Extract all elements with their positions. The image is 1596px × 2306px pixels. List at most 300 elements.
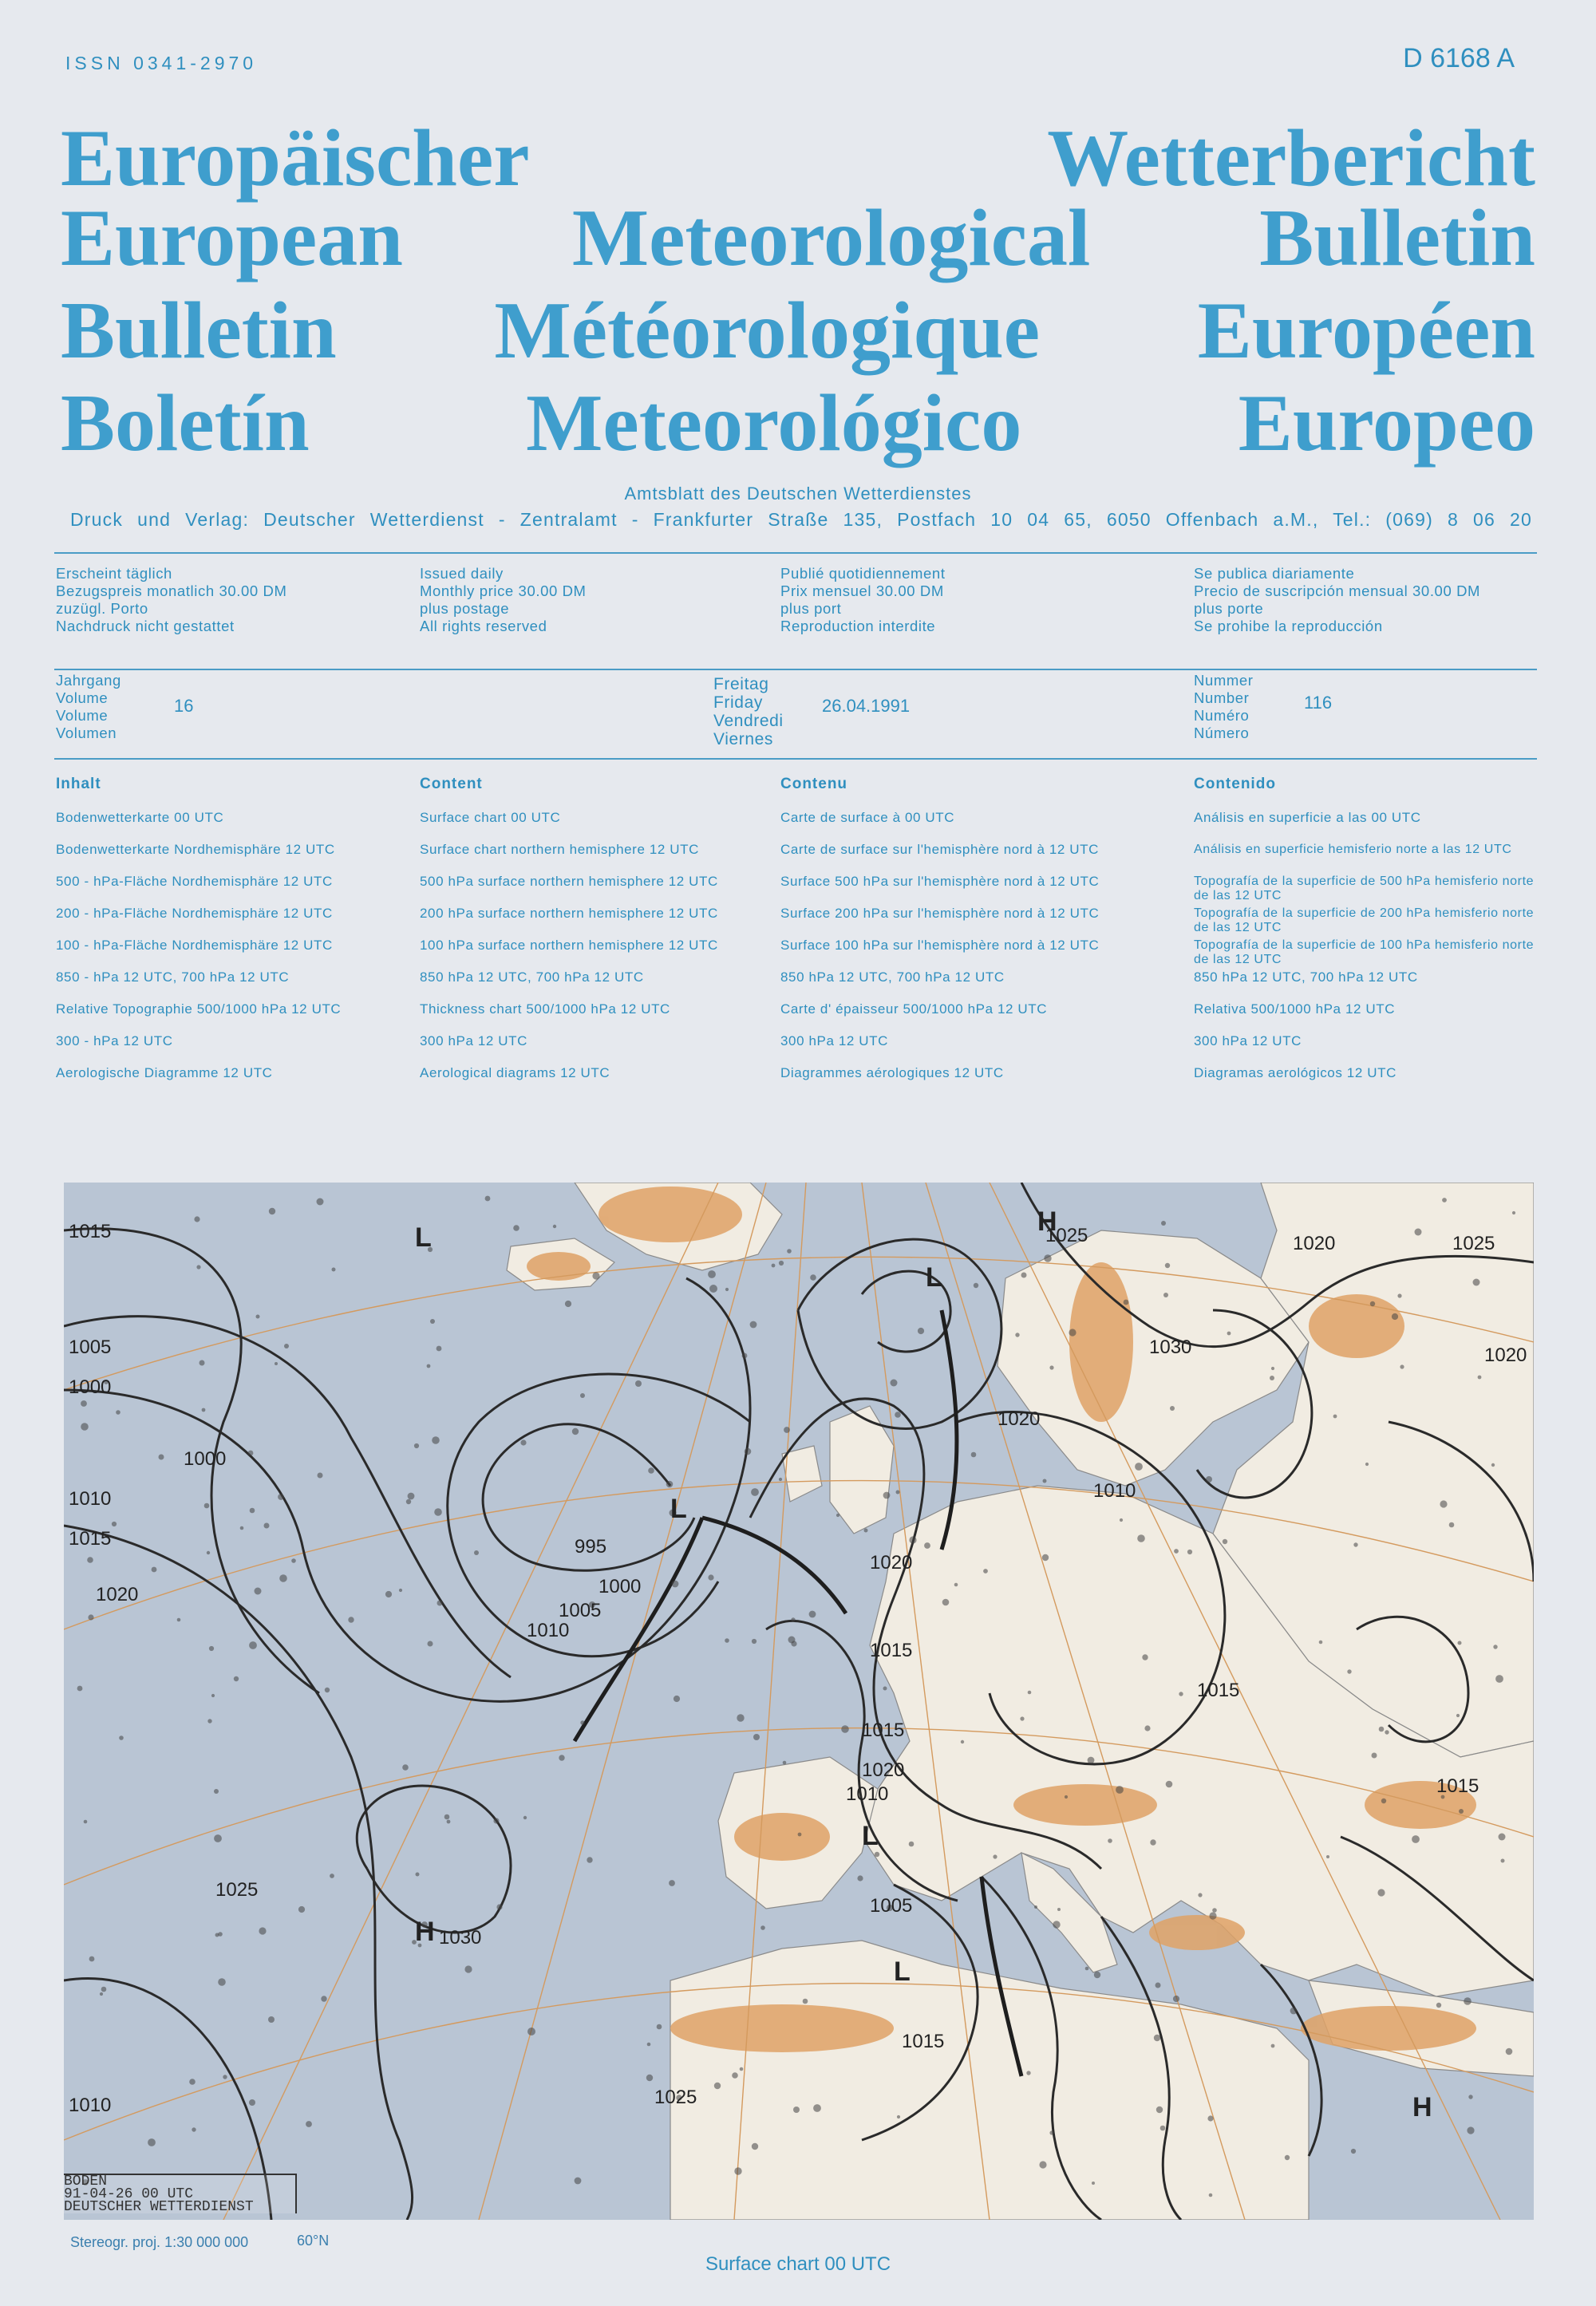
contents-item: Relative Topographie 500/1000 hPa 12 UTC [56,1001,342,1017]
isobar-label: 995 [575,1536,607,1558]
station-marker [408,1493,415,1500]
station-marker [1049,1365,1053,1369]
station-marker [159,1455,164,1460]
station-marker [385,1591,392,1597]
contents-item: 300 hPa 12 UTC [780,1033,889,1048]
station-marker [527,2028,535,2036]
contents-item: 850 hPa 12 UTC, 700 hPa 12 UTC [780,969,1005,985]
station-marker [1156,2107,1163,2113]
station-marker [330,1874,334,1878]
station-marker [841,1725,849,1733]
station-marker [1137,1534,1145,1542]
isobar-label: 1015 [69,1221,112,1242]
station-marker [580,1720,584,1724]
station-marker [1154,2035,1160,2041]
station-marker [259,1927,266,1934]
station-marker [1227,1332,1231,1336]
station-marker [565,1301,571,1307]
station-marker [275,1362,278,1365]
station-marker [572,1428,579,1435]
title-spanish: Boletín Meteorológico Europeo [61,378,1535,468]
station-marker [437,1346,442,1352]
station-marker [918,1328,924,1334]
station-marker [647,2043,651,2047]
station-marker [255,1588,262,1595]
station-marker [112,1522,117,1526]
station-marker [177,1618,181,1622]
station-marker [1319,1641,1323,1645]
contents-item: Diagrammes aérologiques 12 UTC [780,1065,1004,1080]
station-marker [291,1558,296,1563]
station-marker [1464,1997,1472,2005]
station-marker [648,1467,654,1474]
station-marker [1120,1518,1123,1522]
station-marker [791,1641,796,1646]
station-marker [77,1686,83,1692]
station-marker [942,1599,950,1606]
station-marker [1021,1273,1027,1278]
station-marker [742,1353,748,1359]
station-marker [284,1344,289,1348]
station-marker [428,1641,433,1647]
station-marker [559,1755,564,1760]
station-marker [883,1687,887,1691]
station-marker [204,1503,210,1509]
surface-weather-map [64,1183,1534,2220]
weekday-label: Vendredi [713,712,784,730]
contents-item: Diagramas aerológicos 12 UTC [1194,1065,1396,1080]
contents-item: Surface 200 hPa sur l'hemisphère nord à 12 UTC [780,906,1100,921]
station-marker [1370,1301,1375,1306]
isobar-label: 1020 [998,1408,1041,1430]
station-marker [1459,1809,1464,1814]
station-marker [416,1873,420,1877]
station-marker [434,1508,442,1516]
info-line: Bezugspreis monatlich 30.00 DM [56,582,287,599]
isobar-label: 1010 [846,1783,889,1805]
volume-label: Volumen [56,725,117,741]
volume-label: Jahrgang [56,672,121,689]
map-projection: Stereogr. proj. 1:30 000 000 [70,2234,249,2250]
station-marker [256,1315,260,1319]
contents-item: 850 hPa 12 UTC, 700 hPa 12 UTC [1194,969,1418,985]
station-marker [787,1249,792,1254]
station-marker [1173,1996,1179,2002]
divider [54,552,1537,554]
station-marker [810,1274,816,1281]
info-line: zuzügl. Porto [56,600,148,617]
station-marker [1142,1654,1148,1660]
info-french [780,565,946,635]
isobar-label: 1015 [1436,1775,1479,1797]
weekday-labels [713,675,784,748]
contents-item: 100 - hPa-Fläche Nordhemisphäre 12 UTC [56,938,333,953]
contents-item: Topografía de la superficie de 200 hPa hemisferio norte de las 12 UTC [1194,906,1535,934]
info-line: Prix mensuel 30.00 DM [780,582,944,599]
station-marker [1209,1912,1216,1919]
low-pressure-centre: L [415,1222,432,1253]
station-marker [427,1364,431,1368]
station-marker [1271,2044,1275,2048]
station-marker [1415,1229,1422,1236]
title-german: Europäischer Wetterbericht [61,113,1535,203]
isobar-label: 1015 [870,1640,913,1661]
station-marker [317,1198,324,1206]
station-marker [1456,1714,1460,1717]
station-marker [1468,2095,1472,2099]
station-marker [318,1473,323,1479]
station-marker [883,1492,891,1499]
station-marker [88,1614,93,1620]
isobar-label: 1015 [862,1720,905,1741]
station-marker [202,1408,206,1412]
station-marker [207,1719,211,1723]
station-marker [306,2121,312,2127]
station-marker [1271,1367,1274,1370]
station-marker [209,1646,214,1651]
number-label: Número [1194,725,1250,741]
divider [54,669,1537,670]
station-marker [592,1272,599,1279]
contents-item: 500 - hPa-Fläche Nordhemisphäre 12 UTC [56,874,333,889]
station-marker [924,1542,930,1549]
relief-patch [1013,1784,1157,1826]
title-french: Bulletin Météorologique Européen [61,286,1535,376]
station-marker [791,1617,795,1621]
publisher-line: Druck und Verlag: Deutscher Wetterdienst - Zentralamt - Frankfurter Straße 135, Postfach 10 04 65, 6050 Offenbach a.M., Tel.: (069) 8 06 20 [70,509,1532,530]
station-marker [196,1265,200,1269]
station-marker [751,1488,759,1496]
map-label-line: BODEN [64,2174,108,2190]
station-marker [1290,2008,1298,2015]
contents-item: Carte de surface sur l'hemisphère nord à 12 UTC [780,842,1100,857]
info-english [420,565,587,635]
station-marker [1400,1364,1404,1368]
station-marker [875,1852,879,1857]
station-marker [1495,1675,1503,1683]
isobar-label: 1015 [1197,1680,1240,1701]
station-marker [1034,1905,1037,1909]
station-marker [1015,1333,1019,1337]
contents-heading-english: Content [420,776,483,792]
isobar-label: 1015 [902,2031,945,2052]
station-marker [1049,2130,1053,2134]
station-marker [485,1196,491,1202]
station-marker [249,2099,255,2106]
station-marker [793,2107,800,2113]
station-marker [1285,2155,1290,2160]
station-marker [1377,1889,1385,1896]
isobar-label: 1020 [1484,1345,1527,1366]
isobar-label: 1010 [1093,1480,1136,1502]
station-marker [1506,2048,1513,2055]
station-marker [192,2127,196,2131]
station-marker [1270,1376,1274,1380]
station-marker [1065,1795,1068,1799]
station-marker [116,1410,120,1415]
station-marker [553,1225,556,1228]
station-marker [666,1481,674,1488]
station-marker [954,1583,958,1587]
publication-code: D 6168 A [1403,43,1515,73]
number-label: Nummer [1194,672,1254,689]
station-marker [496,1904,502,1909]
info-line: Se publica diariamente [1194,565,1355,582]
volume-labels [56,672,121,742]
station-marker [745,1448,752,1455]
station-marker [1467,2126,1474,2134]
contents-item: 300 - hPa 12 UTC [56,1033,173,1048]
contents-heading-spanish: Contenido [1194,776,1276,792]
contents-item: Relativa 500/1000 hPa 12 UTC [1194,1001,1396,1017]
station-marker [207,1551,210,1554]
contents-item: 300 hPa 12 UTC [420,1033,528,1048]
station-marker [772,1264,776,1268]
official-gazette-subtitle: Amtsblatt des Deutschen Wetterdienstes [624,484,972,503]
info-line: Erscheint täglich [56,565,172,582]
station-marker [269,1208,275,1214]
info-line: Nachdruck nicht gestattet [56,618,235,634]
station-marker [81,1400,87,1407]
station-marker [218,1978,226,1986]
station-marker [1092,2182,1095,2185]
isobar-label: 1000 [69,1376,112,1398]
station-marker [760,1925,765,1930]
contents-item: Carte d' épaisseur 500/1000 hPa 12 UTC [780,1001,1048,1017]
station-marker [250,1508,255,1514]
contents-item: Surface 100 hPa sur l'hemisphère nord à 12 UTC [780,938,1100,953]
station-marker [587,1857,592,1862]
info-line: Publié quotidiennement [780,565,946,582]
station-marker [714,2083,721,2089]
info-line: Issued daily [420,565,504,582]
station-marker [430,1319,435,1324]
station-marker [1069,1329,1076,1336]
station-marker [1161,1221,1166,1226]
low-pressure-centre: L [670,1494,687,1524]
contents-item: 100 hPa surface northern hemisphere 12 UTC [420,938,718,953]
relief-patch [734,1813,830,1861]
weekday-label: Friday [713,693,763,712]
station-marker [1088,1757,1095,1764]
station-marker [218,1932,223,1937]
station-marker [1156,1983,1161,1988]
station-marker [750,1321,757,1329]
station-marker [1381,1799,1386,1803]
low-pressure-centre: L [894,1957,911,1987]
station-marker [983,1569,988,1574]
isobar-label: 1020 [870,1552,913,1574]
station-marker [321,1996,326,2001]
isobar-label: 1025 [1452,1233,1495,1254]
station-marker [1493,1645,1497,1649]
isobar-label: 1010 [69,1488,112,1510]
station-marker [1174,1549,1179,1554]
info-line: Precio de suscripción mensual 30.00 DM [1194,582,1481,599]
station-marker [1212,1908,1217,1913]
title-english: European Meteorological Bulletin [61,193,1535,283]
isobar-label: 1005 [559,1600,602,1621]
station-marker [1135,1463,1143,1471]
station-marker [813,2104,821,2112]
station-marker [325,1688,330,1692]
high-pressure-centre: H [1412,2092,1432,2122]
station-marker [1333,1415,1337,1419]
contents-item: 200 - hPa-Fläche Nordhemisphäre 12 UTC [56,906,333,921]
station-marker [740,2067,744,2071]
station-marker [971,1452,977,1458]
station-marker [1379,1727,1385,1732]
station-marker [249,1641,257,1649]
station-marker [1026,2071,1030,2075]
station-marker [779,1478,782,1481]
station-marker [708,1270,716,1278]
volume-label: Volume [56,689,109,706]
station-marker [1028,1691,1032,1695]
isobar-label: 1030 [439,1927,482,1949]
station-marker [708,1574,713,1580]
station-marker [447,1820,451,1824]
info-spanish [1194,565,1480,635]
info-line: plus postage [420,600,510,617]
station-marker [100,1992,103,1996]
station-marker [779,1261,784,1266]
station-marker [672,1581,679,1588]
station-marker [1116,1786,1124,1794]
contents-item: Carte de surface à 00 UTC [780,810,955,825]
station-marker [1053,1921,1060,1928]
station-marker [348,1617,354,1622]
volume-label: Volume [56,707,109,724]
contents-item: Surface chart 00 UTC [420,810,561,825]
number-label: Number [1194,689,1250,706]
station-marker [657,2024,662,2030]
station-marker [1440,1500,1447,1507]
station-marker [646,2075,653,2081]
station-marker [437,1601,443,1606]
station-marker [669,1880,675,1886]
station-marker [1124,1300,1129,1305]
contents-item: 500 hPa surface northern hemisphere 12 UTC [420,874,718,889]
isobar-label: 1000 [184,1448,227,1470]
contents-item: Bodenwetterkarte Nordhemisphäre 12 UTC [56,842,335,857]
contents-item: Surface chart northern hemisphere 12 UTC [420,842,699,857]
station-marker [1044,1254,1051,1262]
station-marker [152,1567,157,1573]
station-marker [87,1557,93,1563]
station-marker [214,1789,219,1794]
contents-item: Thickness chart 500/1000 hPa 12 UTC [420,1001,670,1017]
low-pressure-centre: L [862,1821,879,1851]
info-line: Reproduction interdite [780,618,936,634]
relief-patch [1069,1262,1133,1422]
contents-item: 850 hPa 12 UTC, 700 hPa 12 UTC [420,969,644,985]
station-marker [1163,1293,1168,1297]
station-marker [189,2079,196,2085]
station-marker [279,1574,287,1582]
station-marker [580,1393,585,1398]
volume-value: 16 [174,696,194,716]
isobar-label: 1010 [527,1620,570,1641]
station-marker [1412,1835,1420,1843]
contents-item: Surface 500 hPa sur l'hemisphère nord à 12 UTC [780,874,1100,889]
contents-item: Aerological diagrams 12 UTC [420,1065,610,1080]
isobar-label: 1020 [862,1759,905,1781]
station-marker [200,1360,205,1366]
high-pressure-centre: H [1037,1206,1057,1237]
station-marker [234,1676,239,1681]
station-marker [406,1499,411,1504]
number-labels [1194,672,1254,742]
relief-patch [670,2004,894,2052]
isobar-label: 1005 [69,1337,112,1358]
station-marker [1039,2161,1046,2168]
station-marker [1170,1406,1175,1411]
station-marker [734,2167,741,2174]
station-marker [278,1494,284,1500]
station-marker [1043,1479,1047,1483]
station-marker [709,1285,717,1293]
info-line: All rights reserved [420,618,547,634]
station-marker [725,1638,729,1643]
station-marker [148,2138,156,2146]
relief-patch [1309,1294,1404,1358]
contents-item: 200 hPa surface northern hemisphere 12 UTC [420,906,718,921]
station-marker [1223,1539,1227,1544]
station-marker [1207,2115,1213,2121]
isobar-label: 1030 [1149,1337,1192,1358]
station-marker [1499,1834,1506,1841]
weekday-label: Viernes [713,730,774,748]
contents-item: Topografía de la superficie de 100 hPa hemisferio norte de las 12 UTC [1194,938,1535,966]
info-german [56,565,286,635]
station-marker [84,1820,88,1824]
isobar-label: 1025 [1045,1225,1088,1246]
number-label: Numéro [1194,707,1250,724]
station-marker [1179,1692,1183,1696]
station-marker [513,1225,519,1231]
station-marker [1187,1550,1192,1554]
station-marker [1385,1730,1389,1734]
info-line: Se prohibe la reproducción [1194,618,1383,634]
isobar-label: 1020 [96,1584,139,1605]
station-marker [1449,1522,1455,1528]
issn-number: ISSN 0341-2970 [65,53,258,73]
station-marker [1165,1263,1170,1268]
station-marker [857,1875,863,1881]
station-marker [520,1439,526,1445]
station-marker [81,1423,89,1431]
station-marker [752,1639,757,1644]
station-marker [961,1740,964,1743]
station-marker [993,1854,997,1858]
station-marker [1392,1313,1398,1320]
station-marker [1397,1293,1401,1297]
station-marker [1478,1376,1482,1380]
station-marker [836,1514,839,1517]
station-marker [1108,1838,1112,1843]
isobar-label: 1020 [1293,1233,1336,1254]
map-label-line: 91-04-26 00 UTC [64,2186,194,2202]
contents-item: Topografía de la superficie de 500 hPa hemisferio norte de las 12 UTC [1194,875,1535,902]
station-marker [1198,1893,1202,1897]
relief-patch [1149,1915,1245,1950]
station-marker [332,1268,336,1272]
station-marker [444,1814,450,1820]
station-marker [1353,1542,1357,1546]
station-marker [803,1999,808,2004]
station-marker [223,2075,227,2079]
